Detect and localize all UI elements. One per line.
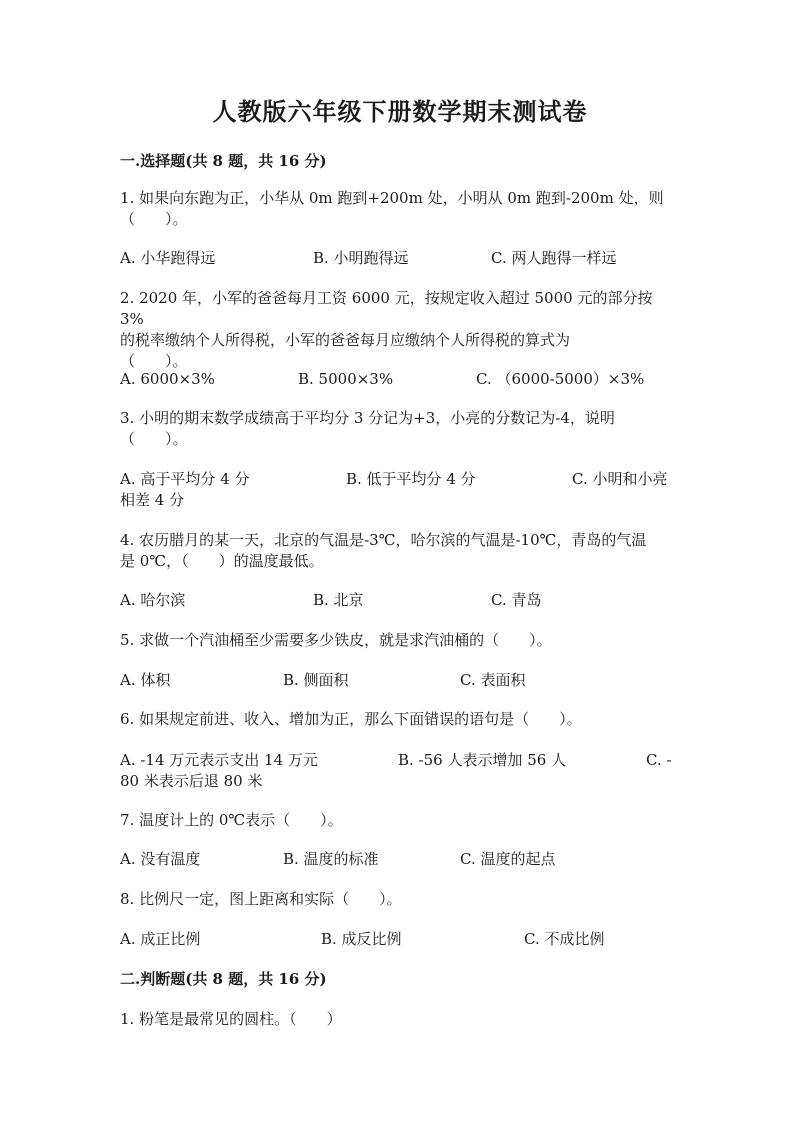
- question-2: [120, 288, 680, 372]
- option-continuation: 80 米表示后退 80 米: [120, 772, 263, 790]
- option-continuation: 相差 4 分: [120, 491, 185, 509]
- option-b: B. 侧面积: [283, 671, 349, 689]
- question-text: 是 0℃，（ ）的温度最低。: [120, 552, 324, 570]
- option-c: C. 两人跑得一样远: [491, 249, 617, 267]
- option-c: C. 青岛: [491, 591, 542, 609]
- question-4: [120, 530, 680, 572]
- option-b: B. 5000×3%: [298, 370, 394, 388]
- option-c: C. 小明和小亮: [572, 470, 668, 488]
- option-b: B. 成反比例: [321, 930, 402, 948]
- section-heading-choice: 一.选择题(共 8 题，共 16 分): [120, 152, 327, 170]
- question-3: [120, 408, 680, 450]
- section-heading-judge: 二.判断题(共 8 题，共 16 分): [120, 970, 327, 988]
- question-7: [120, 810, 680, 831]
- question-text: 7. 温度计上的 0℃表示（ ）。: [120, 811, 343, 829]
- option-a: A. -14 万元表示支出 14 万元: [120, 751, 318, 769]
- question-5: [120, 630, 680, 651]
- question-text: （ ）。: [120, 352, 188, 370]
- option-c: C. 温度的起点: [460, 850, 556, 868]
- option-c: C. 不成比例: [524, 930, 605, 948]
- option-a: A. 高于平均分 4 分: [120, 470, 250, 488]
- option-a: A. 没有温度: [120, 850, 201, 868]
- option-c: C. -: [646, 751, 672, 769]
- question-text: 2. 2020 年，小军的爸爸每月工资 6000 元，按规定收入超过 5000 元的部分按 3%: [120, 289, 653, 328]
- question-6: [120, 709, 680, 730]
- option-a: A. 成正比例: [120, 930, 201, 948]
- question-text: 8. 比例尺一定，图上距离和实际（ ）。: [120, 890, 402, 908]
- question-8: [120, 889, 680, 910]
- option-a: A. 小华跑得远: [120, 249, 216, 267]
- question-text: 6. 如果规定前进、收入、增加为正，那么下面错误的语句是（ ）。: [120, 710, 582, 728]
- option-a: A. 哈尔滨: [120, 591, 186, 609]
- option-b: B. 小明跑得远: [313, 249, 409, 267]
- option-b: B. 北京: [313, 591, 364, 609]
- question-text: 5. 求做一个汽油桶至少需要多少铁皮，就是求汽油桶的（ ）。: [120, 631, 552, 649]
- question-text: 4. 农历腊月的某一天，北京的气温是-3℃，哈尔滨的气温是-10℃，青岛的气温: [120, 531, 647, 549]
- judge-question-1: [120, 1009, 680, 1030]
- page-title: 人教版六年级下册数学期末测试卷: [212, 97, 588, 126]
- option-c: C. 表面积: [460, 671, 526, 689]
- option-b: B. 温度的标准: [283, 850, 379, 868]
- option-b: B. -56 人表示增加 56 人: [398, 751, 567, 769]
- question-text: 的税率缴纳个人所得税，小军的爸爸每月应缴纳个人所得税的算式为: [120, 331, 571, 349]
- option-a: A. 体积: [120, 671, 171, 689]
- question-text: （ ）。: [120, 210, 188, 228]
- question-text: 1. 如果向东跑为正，小华从 0m 跑到+200m 处，小明从 0m 跑到-200m 处，则: [120, 189, 664, 207]
- question-text: （ ）。: [120, 430, 188, 448]
- option-a: A. 6000×3%: [120, 370, 215, 388]
- option-c: C. （6000-5000）×3%: [476, 370, 645, 388]
- question-text: 3. 小明的期末数学成绩高于平均分 3 分记为+3，小亮的分数记为-4，说明: [120, 409, 615, 427]
- question-text: 1. 粉笔是最常见的圆柱。（ ）: [120, 1010, 342, 1028]
- option-b: B. 低于平均分 4 分: [346, 470, 476, 488]
- question-1: [120, 188, 680, 230]
